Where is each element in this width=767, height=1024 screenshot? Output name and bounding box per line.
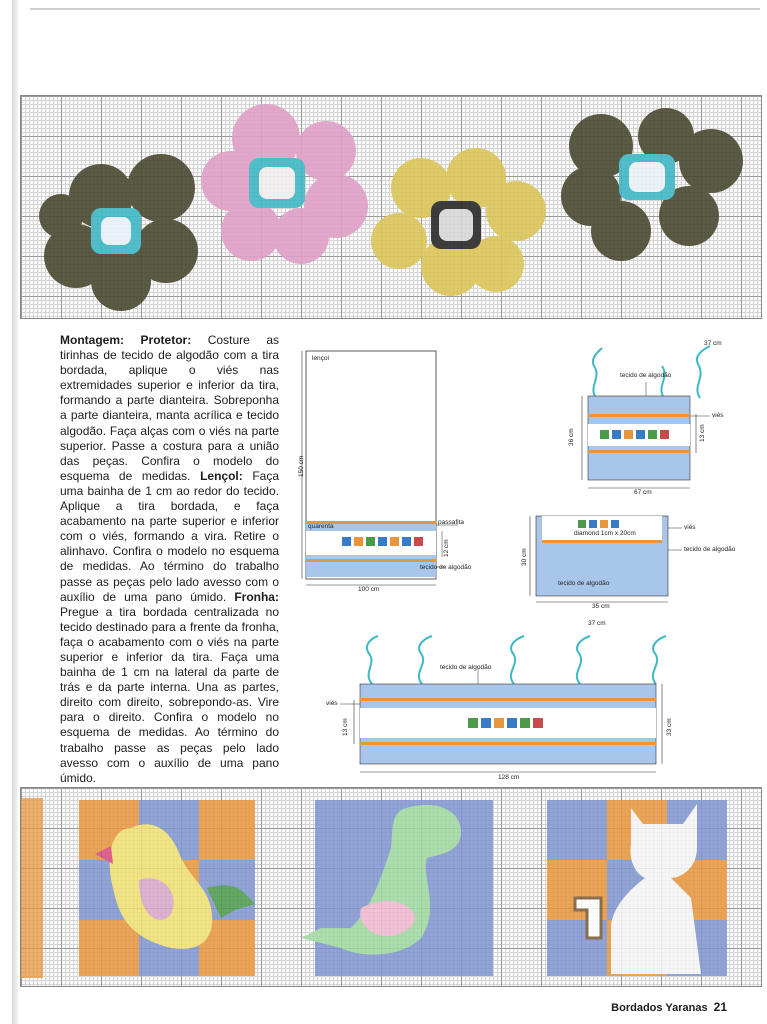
lencol-side-label-2: tecido de algodão xyxy=(420,564,472,571)
flower-cross-stitch-chart xyxy=(20,95,762,319)
fronha-width: 35 cm xyxy=(592,603,610,610)
fronha-height: 30 cm xyxy=(521,548,528,566)
page-number: 21 xyxy=(713,1000,727,1014)
diagram-protetor-small xyxy=(560,338,730,498)
lencol-text: Faça uma bainha de 1 cm ao redor do tecido. Aplique a tira bordada, e faça acabamento na parte superior e inferior com o viés, formando a vira. Retire o alinhavo. Confira o modelo no esquema de medidas. Ao término do trabalho passe as peças pelo lado avesso com o auxílio de uma pano úmido. xyxy=(60,468,279,604)
protetor-large-graphic xyxy=(318,618,690,788)
magazine-name: Bordados Yaranas xyxy=(611,1002,708,1014)
protetor-small-fabric: tecido de algodão xyxy=(620,372,672,379)
fronha-graphic xyxy=(518,510,736,610)
animal-chart-graphic xyxy=(21,788,761,986)
dinosaur-motif xyxy=(301,800,493,976)
protetor-small-width: 67 cm xyxy=(634,489,652,496)
protetor-large-top-measure: 37 cm xyxy=(588,620,606,627)
protetor-small-vies: viés xyxy=(712,412,724,419)
diagram-fronha xyxy=(518,510,736,610)
fronha-fabric-inner: tecido de algodão xyxy=(558,580,610,587)
page-footer xyxy=(611,1000,727,1014)
lencol-label: Lençol: xyxy=(200,468,243,483)
flower-chart-graphic xyxy=(21,96,761,318)
assembly-instructions xyxy=(60,333,279,786)
lencol-height: 150 cm xyxy=(298,455,305,477)
protetor-small-graphic xyxy=(560,338,730,498)
diagram-lencol xyxy=(296,345,472,595)
fronha-label: Fronha: xyxy=(234,589,279,604)
protetor-large-height: 33 cm xyxy=(666,718,673,736)
cat-motif xyxy=(547,800,727,976)
lencol-side-label-1: passafita xyxy=(438,519,465,526)
protetor-large-vies: viés xyxy=(326,700,338,707)
protetor-large-band-height: 13 cm xyxy=(342,718,349,736)
dark-flower-2 xyxy=(561,108,743,261)
lencol-width: 100 cm xyxy=(358,586,380,593)
protetor-small-band-height: 13 cm xyxy=(699,424,706,442)
montagem-label: Montagem: xyxy=(60,333,124,347)
protetor-text: Costure as tirinhas de tecido de algodão com a tira bordada, aplique o viés nas extremidades superior e inferior da tira, formando a parte dianteira. Sobreponha a parte dianteira, manta acrílica e tecido algodão. Faça alças com o viés na parte superior. Passe a costura para a união das peças. Confira o modelo do esquema de medidas. xyxy=(60,333,279,483)
top-rule xyxy=(30,8,760,10)
fronha-text: Pregue a tira bordada centralizada no tecido destinado para a frente da fronha, faça o acabamento com o viés na parte superior e inferior da tira. Faça uma bainha de 1 cm na lateral da parte de trás e da parte interna. Una as partes, direito com direito, sobrepondo-as. Vire para o direito. Confira o modelo no esquema de medidas. Ao término do trabalho passe as peças pelo lado avesso com o auxílio de uma pano úmido. xyxy=(60,604,279,785)
yellow-flower xyxy=(371,148,546,296)
protetor-small-height: 36 cm xyxy=(568,428,575,446)
protetor-large-fabric: tecido de algodão xyxy=(440,664,492,671)
protetor-label: Protetor: xyxy=(140,333,192,347)
lencol-title: lençol xyxy=(312,355,329,362)
fronha-vies: viés xyxy=(684,524,696,531)
animal-cross-stitch-chart xyxy=(20,787,762,987)
fronha-band-label: diamond 1cm x 20cm xyxy=(574,530,636,537)
page-spine-edge xyxy=(12,0,18,1024)
bird-motif xyxy=(79,800,255,976)
lencol-band-height: 12 cm xyxy=(443,539,450,557)
diagram-protetor-large xyxy=(318,618,690,788)
fronha-fabric-right: tecido de algodão xyxy=(684,546,736,553)
protetor-large-width: 128 cm xyxy=(498,774,520,781)
pink-flower xyxy=(201,104,368,264)
dark-flower-1 xyxy=(39,154,198,311)
lencol-motifs xyxy=(342,537,423,546)
lencol-graphic xyxy=(296,345,466,595)
protetor-small-top-measure: 37 cm xyxy=(704,340,722,347)
lencol-band-label: quarenta xyxy=(308,523,334,530)
